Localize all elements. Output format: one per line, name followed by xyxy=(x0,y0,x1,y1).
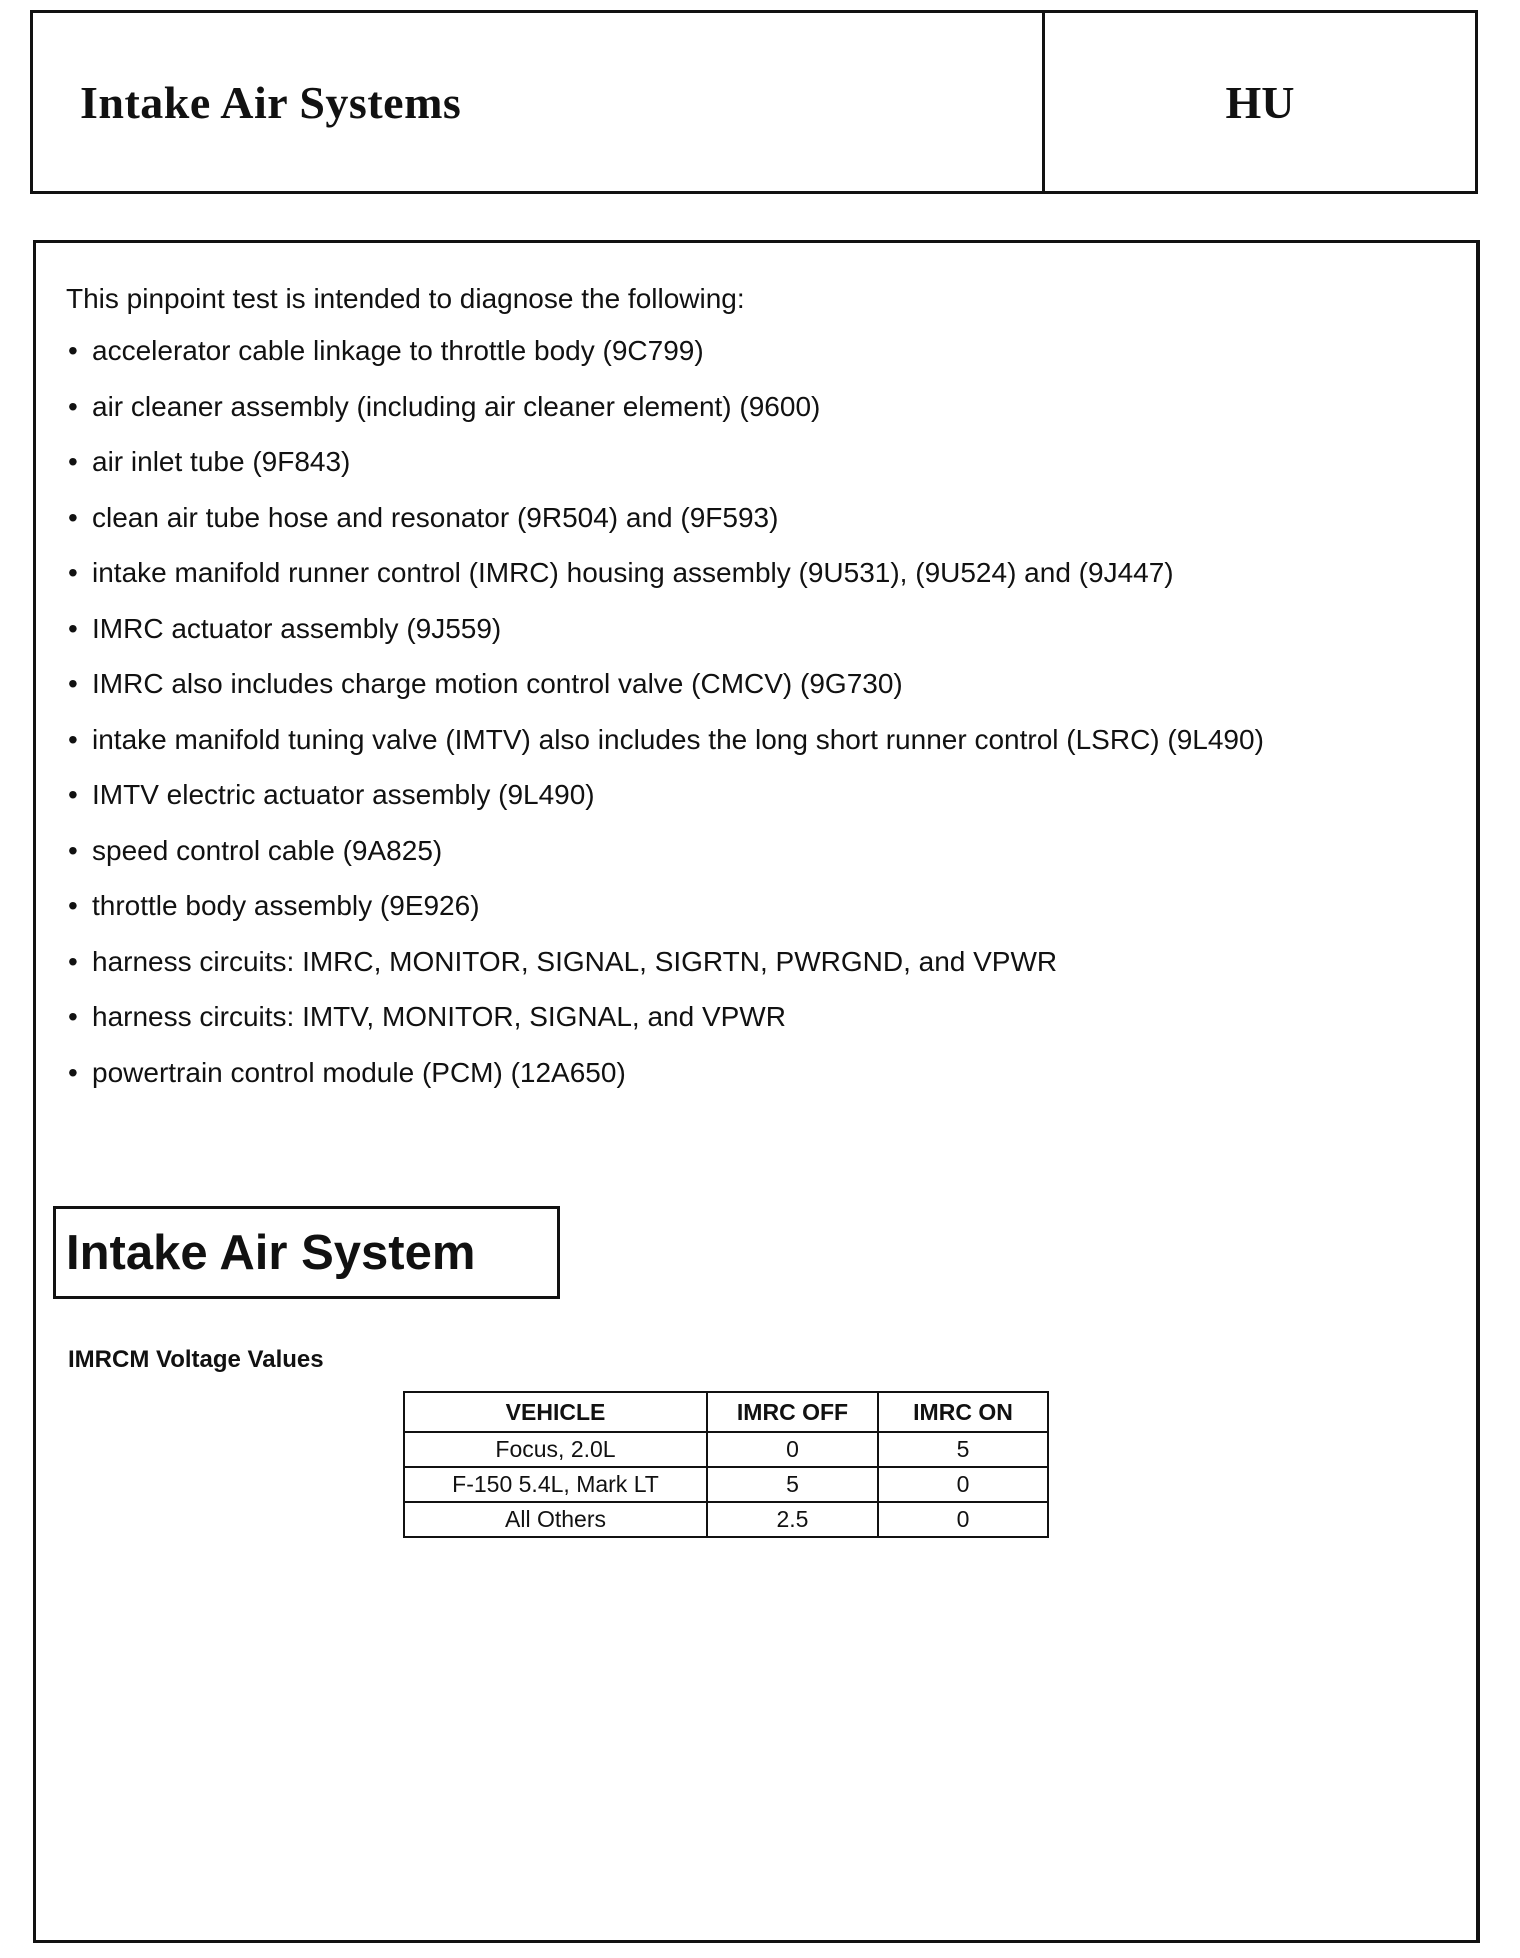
table-row xyxy=(404,1467,1048,1502)
list-item: • air inlet tube (9F843) xyxy=(66,445,1264,501)
page-header xyxy=(30,10,1478,194)
table-cell: 5 xyxy=(707,1467,878,1502)
table-cell: 0 xyxy=(878,1502,1048,1537)
list-item: • accelerator cable linkage to throttle body (9C799) xyxy=(66,334,1264,390)
content-box xyxy=(33,240,1480,1943)
table-caption: IMRCM Voltage Values xyxy=(68,1346,324,1373)
table-cell: 2.5 xyxy=(707,1502,878,1537)
list-item: • harness circuits: IMRC, MONITOR, SIGNAL, SIGRTN, PWRGND, and VPWR xyxy=(66,945,1264,1001)
list-item: • IMTV electric actuator assembly (9L490) xyxy=(66,778,1264,834)
list-item: • air cleaner assembly (including air cleaner element) (9600) xyxy=(66,390,1264,446)
header-title-cell xyxy=(33,13,1045,191)
list-item: • harness circuits: IMTV, MONITOR, SIGNAL, and VPWR xyxy=(66,1000,1264,1056)
list-item: • speed control cable (9A825) xyxy=(66,834,1264,890)
table-row xyxy=(404,1502,1048,1537)
section-heading: Intake Air System xyxy=(66,1225,476,1280)
table-cell: 5 xyxy=(878,1432,1048,1467)
table-cell: All Others xyxy=(404,1502,707,1537)
intro-text: This pinpoint test is intended to diagnose the following: xyxy=(66,283,745,314)
table-cell: 0 xyxy=(878,1467,1048,1502)
list-item: • IMRC actuator assembly (9J559) xyxy=(66,612,1264,668)
list-item: • intake manifold runner control (IMRC) housing assembly (9U531), (9U524) and (9J447) xyxy=(66,556,1264,612)
section-heading-box xyxy=(53,1206,560,1299)
section-code: HU xyxy=(1225,76,1295,128)
diagnosis-list xyxy=(66,334,1264,1111)
list-item: • powertrain control module (PCM) (12A650) xyxy=(66,1056,1264,1112)
table-row xyxy=(404,1432,1048,1467)
header-code-cell xyxy=(1045,13,1475,191)
voltage-table xyxy=(403,1391,1049,1538)
column-header-vehicle: VEHICLE xyxy=(404,1392,707,1432)
table-cell: F-150 5.4L, Mark LT xyxy=(404,1467,707,1502)
table-cell: 0 xyxy=(707,1432,878,1467)
page-title: Intake Air Systems xyxy=(80,76,462,128)
list-item: • IMRC also includes charge motion control valve (CMCV) (9G730) xyxy=(66,667,1264,723)
table-cell: Focus, 2.0L xyxy=(404,1432,707,1467)
column-header-imrc-on: IMRC ON xyxy=(878,1392,1048,1432)
table-header-row xyxy=(404,1392,1048,1432)
list-item: • intake manifold tuning valve (IMTV) also includes the long short runner control (LSRC) (9L490) xyxy=(66,723,1264,779)
list-item: • clean air tube hose and resonator (9R504) and (9F593) xyxy=(66,501,1264,557)
column-header-imrc-off: IMRC OFF xyxy=(707,1392,878,1432)
list-item: • throttle body assembly (9E926) xyxy=(66,889,1264,945)
